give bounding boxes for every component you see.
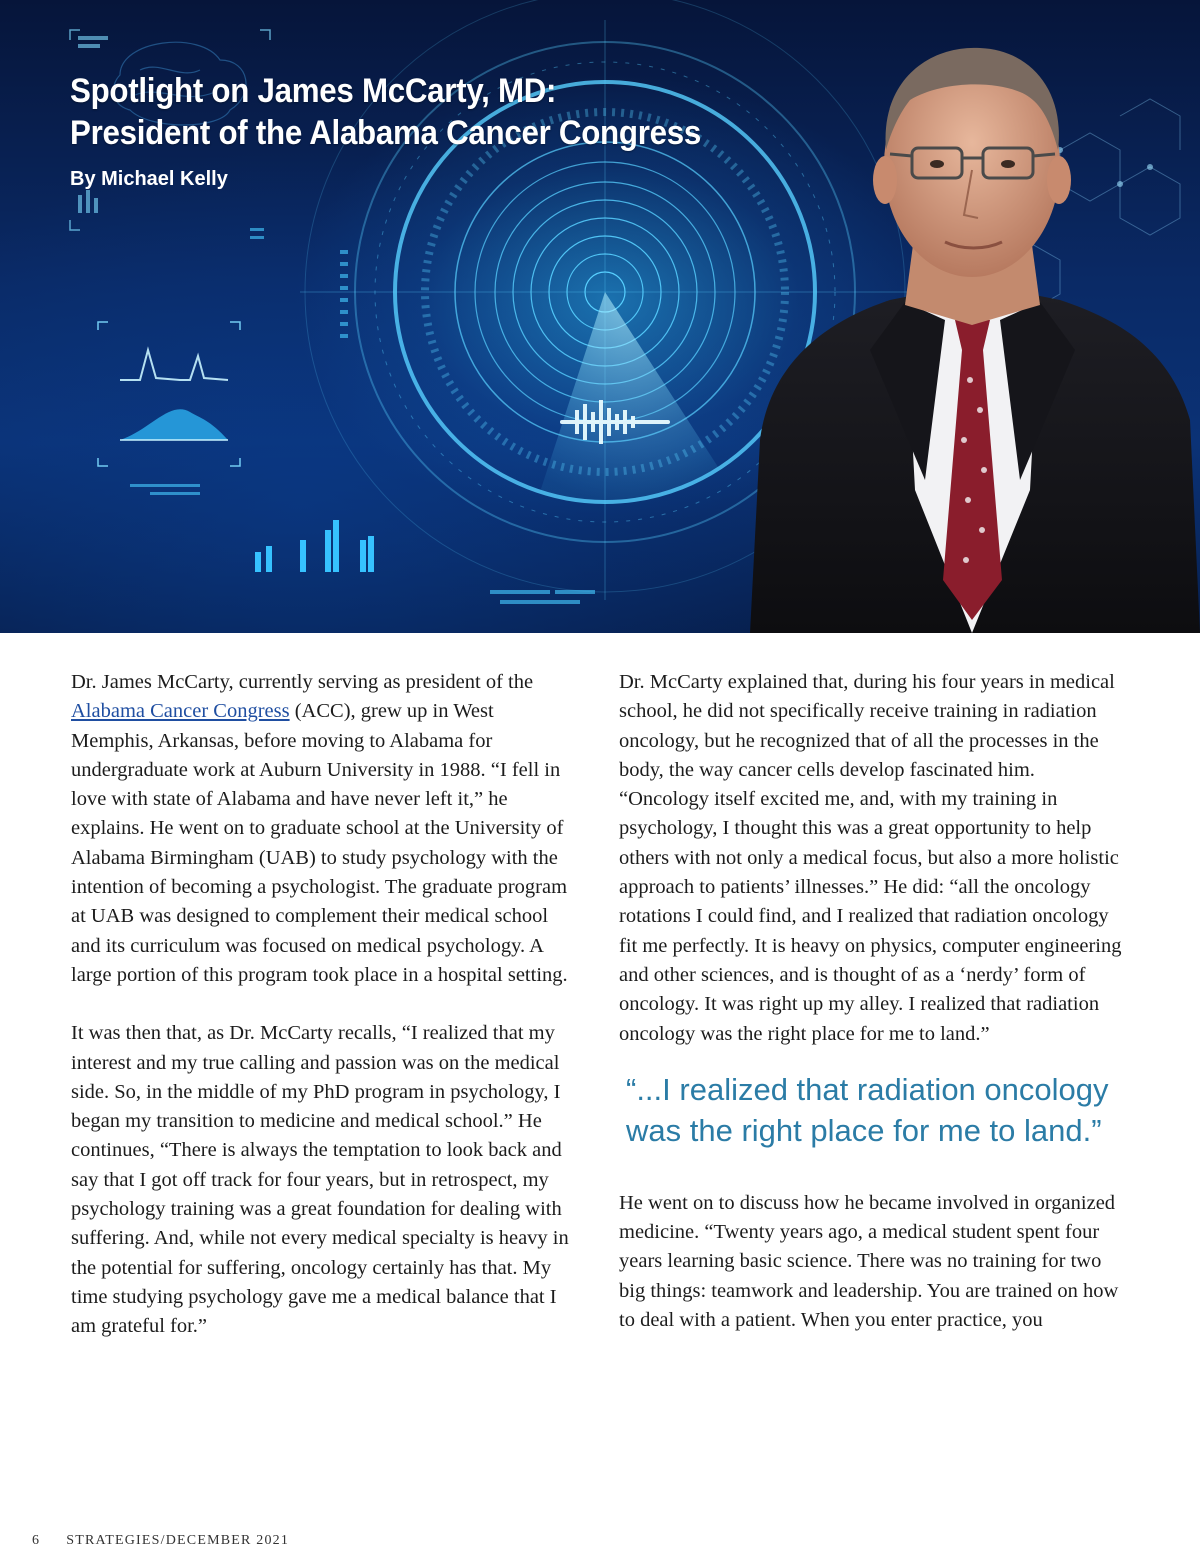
article-title-line-1: Spotlight on James McCarty, MD: [70,72,557,110]
paragraph-text: Dr. James McCarty, currently serving as president of the [71,671,534,693]
publication-name: STRATEGIES/DECEMBER 2021 [66,1533,290,1548]
pull-quote: “...I realized that radiation oncology was the right place for me to land.” [626,1071,1109,1148]
page-footer [32,1533,289,1549]
alabama-cancer-congress-link[interactable]: Alabama Cancer Congress [71,700,290,723]
right-column [619,668,1124,1335]
article-byline: By Michael Kelly [70,168,228,190]
paragraph-text: (ACC), grew up in West Memphis, Arkansas, before moving to Alabama for undergraduate work at Auburn University in 1988. “I fell in love with state of Alabama and have never left it,” he explains. He went on to graduate school at the University of Alabama Birmingham (UAB) to study psychology with the intention of becoming a psychologist. The graduate program at UAB was designed to complement their medical school and its curriculum was focused on medical psychology. A large portion of this program took place in a hospital setting. [71,700,568,986]
page-number: 6 [32,1533,41,1548]
portrait-photo [740,20,1200,633]
article-title [70,70,769,154]
hero-banner [0,0,1200,633]
paragraph: It was then that, as Dr. McCarty recalls, “I realized that my interest and my true calling and passion was on the medical side. So, in the middle of my PhD program in psychology, I began my transition to medicine and medical school.” He continues, “There is always the temptation to look back and say that I got off track for four years, but in retrospect, my psychology training was a great foundation for dealing with suffering. And, while not every medical specialty is heavy in the potential for suffering, oncology certainly has that. My time studying psychology gave me a medical balance that I am grateful for.” [71,1022,569,1338]
article-title-line-2: President of the Alabama Cancer Congress [70,114,701,152]
paragraph [71,668,571,990]
paragraph: He went on to discuss how he became involved in organized medicine. “Twenty years ago, a medical student spent four years learning basic science. There was no training for two big things: teamwork and leadership. You are trained on how to deal with a patient. When you enter practice, you [619,1191,1119,1332]
left-column [71,668,571,1342]
paragraph: Dr. McCarty explained that, during his four years in medical school, he did not specifically receive training in radiation oncology, but he recognized that of all the processes in the body, the way cancer cells develop fascinated him. “Oncology itself excited me, and, with my training in psychology, I thought this was a great opportunity to help others with not only a medical focus, but also a more holistic approach to patients’ illnesses.” He did: “all the oncology rotations I could find, and I realized that radiation oncology fit me perfectly. It is heavy on physics, computer engineering and other sciences, and is thought of as a ‘nerdy’ form of oncology. It was right up my alley. I realized that radiation oncology was the right place for me to land.” [619,671,1122,1045]
